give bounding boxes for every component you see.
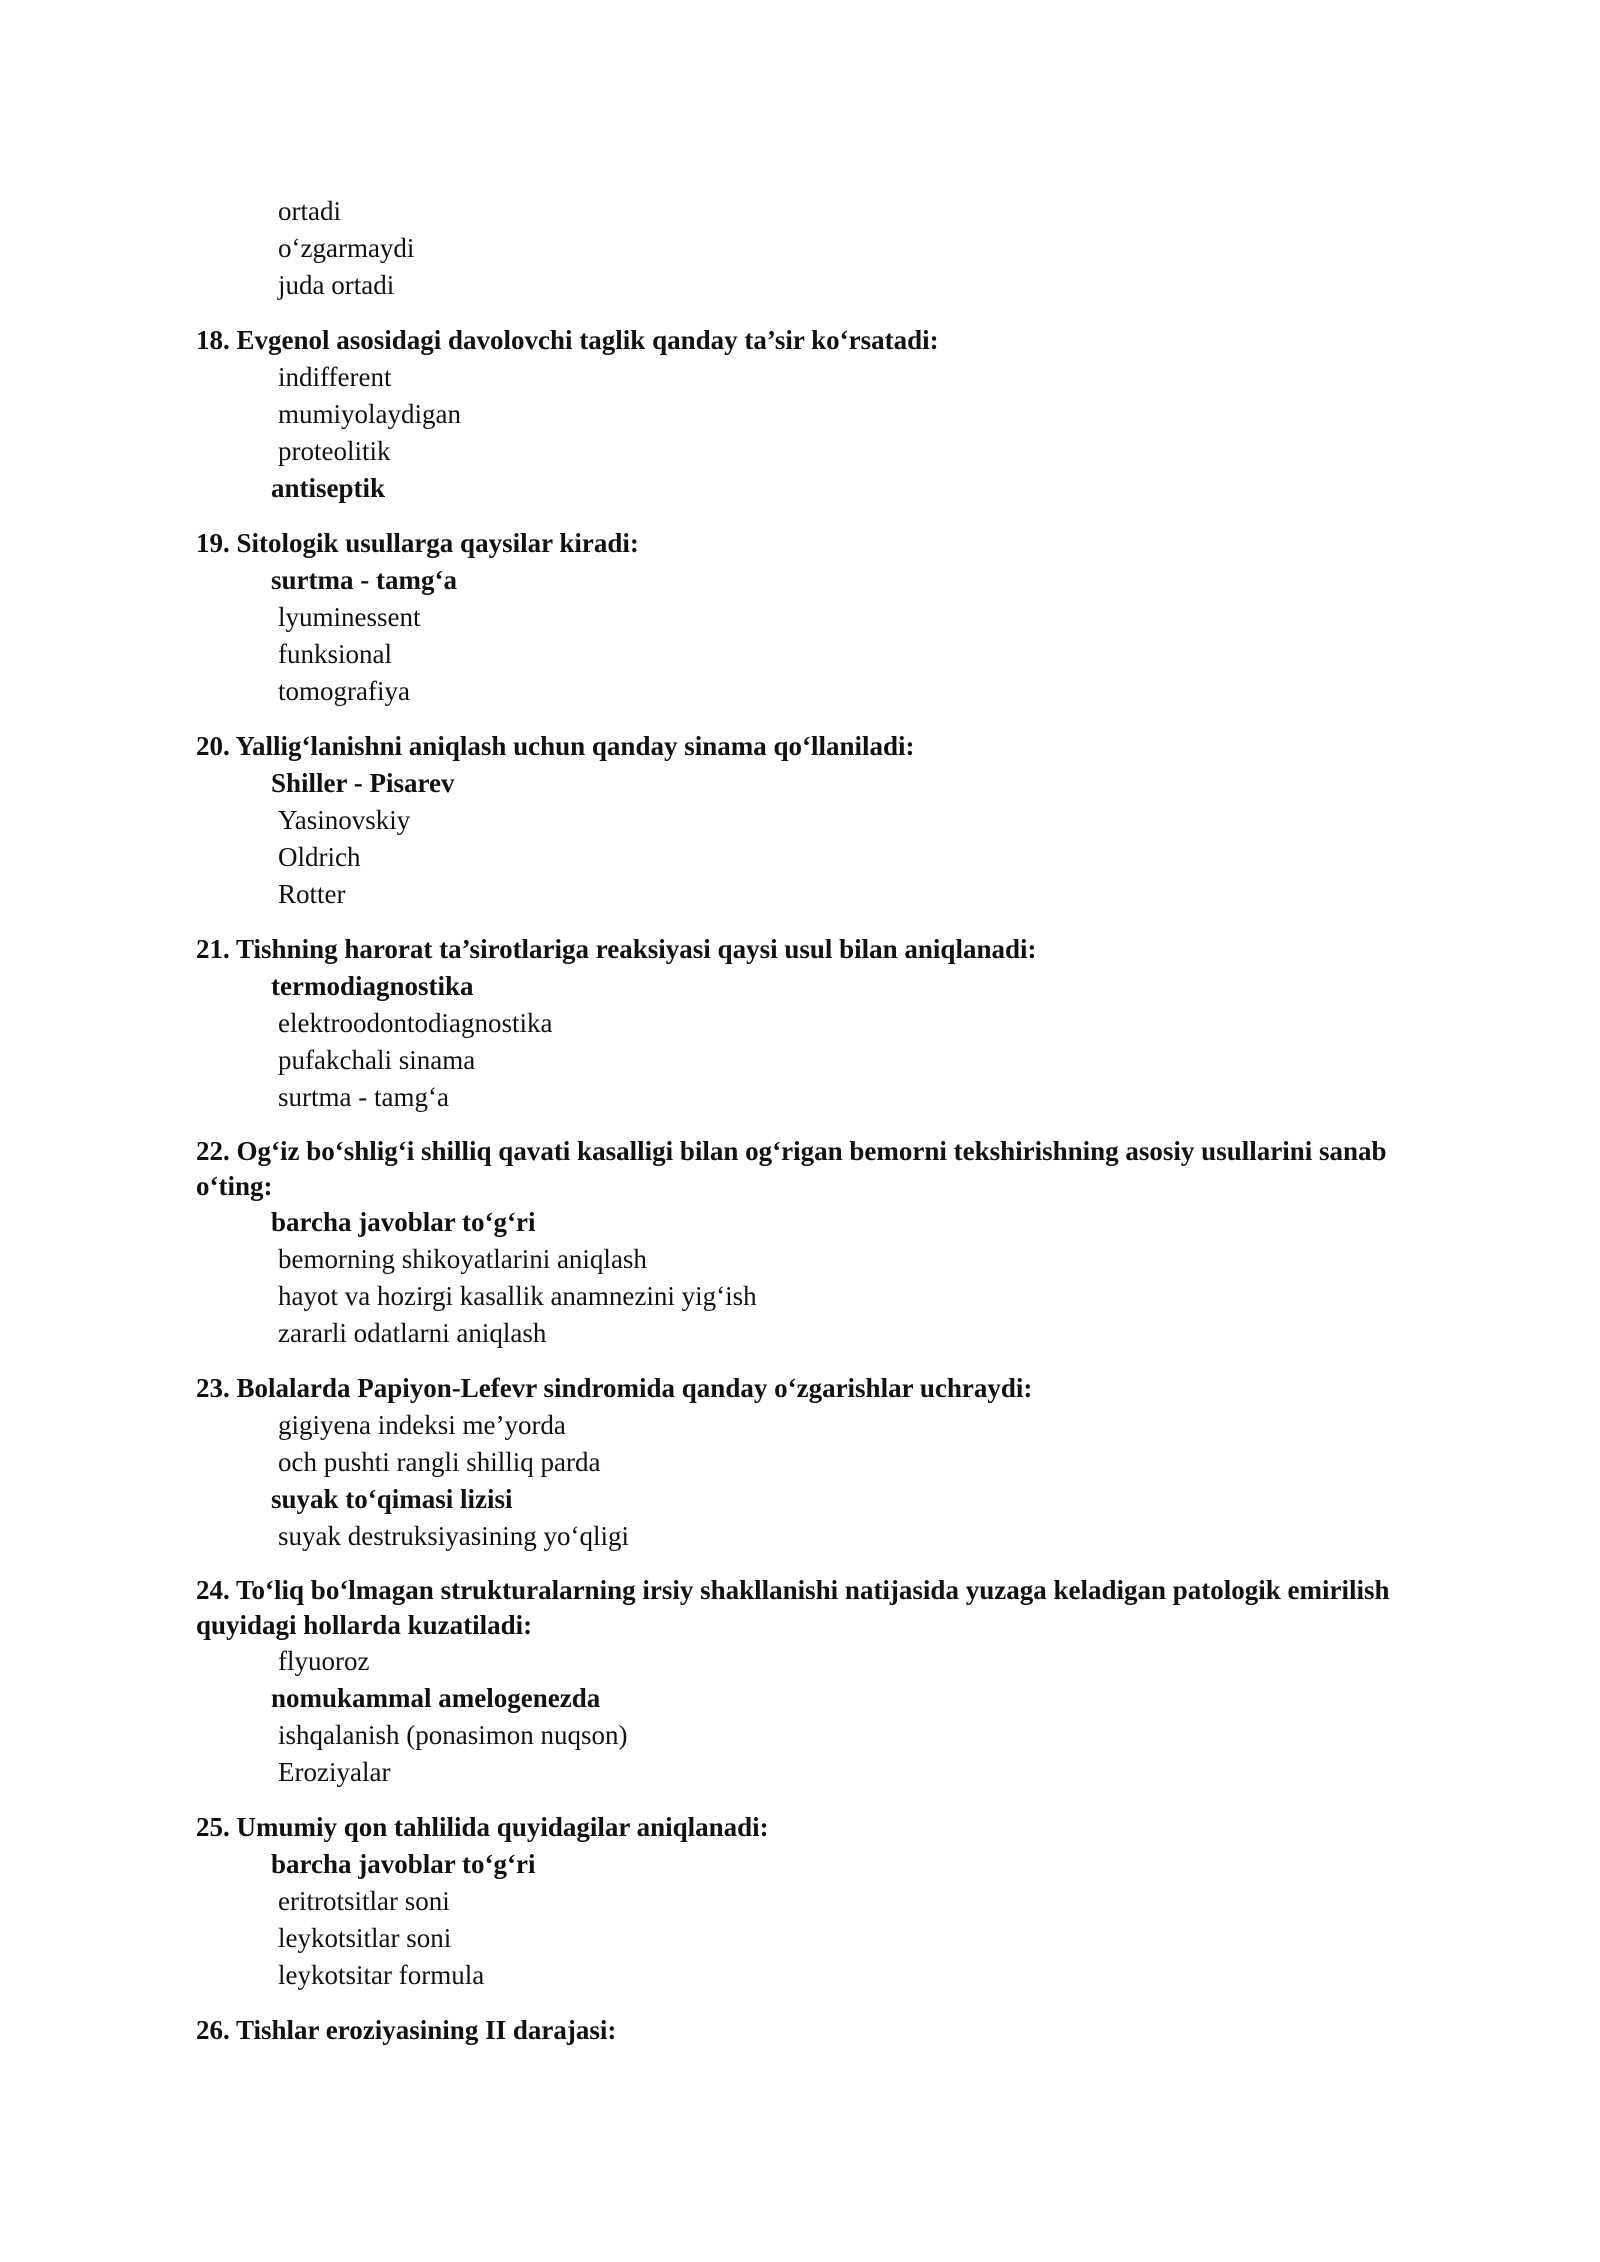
correct-answer-option: nomukammal amelogenezda [271, 1683, 601, 1713]
question-text: 25. Umumiy qon tahlilida quyidagilar aniqlanadi: [196, 1812, 769, 1842]
answer-option: pufakchali sinama [278, 1045, 476, 1075]
answer-option: gigiyena indeksi me’yorda [278, 1410, 566, 1440]
correct-answer-option: antiseptik [271, 473, 386, 503]
answer-option: leykotsitlar soni [278, 1923, 452, 1953]
question-text: 21. Tishning harorat ta’sirotlariga reaksiyasi qaysi usul bilan aniqlanadi: [196, 934, 1037, 964]
correct-answer-option: Shiller - Pisarev [271, 768, 455, 798]
answer-option: och pushti rangli shilliq parda [278, 1447, 601, 1477]
question-text: 19. Sitologik usullarga qaysilar kiradi: [196, 528, 639, 558]
answer-option: bemorning shikoyatlarini aniqlash [278, 1244, 647, 1274]
question-text: 23. Bolalarda Papiyon-Lefevr sindromida qanday o‘zgarishlar uchraydi: [196, 1373, 1033, 1403]
answer-option: Rotter [278, 879, 346, 909]
question-text: 20. Yallig‘lanishni aniqlash uchun qanday sinama qo‘llaniladi: [196, 731, 915, 761]
answer-option: proteolitik [278, 436, 391, 466]
answer-option: elektroodontodiagnostika [278, 1008, 553, 1038]
question-26 [196, 2012, 1436, 2049]
answer-option: eritrotsitlar soni [278, 1886, 450, 1916]
question-text: 22. Og‘iz bo‘shlig‘i shilliq qavati kasalligi bilan og‘rigan bemorni tekshirishning asosiy usullarini sanab o‘ting: [196, 1136, 1387, 1201]
answer-option: funksional [278, 639, 392, 669]
question-18 [196, 322, 1436, 507]
question-text: 24. To‘liq bo‘lmagan strukturalarning irsiy shakllanishi natijasida yuzaga keladigan patologik emirilish quyidagi hollarda kuzatiladi: [196, 1575, 1390, 1640]
answer-option: indifferent [278, 362, 392, 392]
answer-option: lyuminessent [278, 602, 421, 632]
answer-option: ishqalanish (ponasimon nuqson) [278, 1720, 628, 1750]
answer-option: flyuoroz [278, 1646, 370, 1676]
answer-option: o‘zgarmaydi [278, 233, 415, 263]
question-text: 18. Evgenol asosidagi davolovchi taglik qanday ta’sir ko‘rsatadi: [196, 325, 939, 355]
question-19 [196, 525, 1436, 710]
question-21 [196, 931, 1436, 1116]
question-20 [196, 728, 1436, 913]
correct-answer-option: barcha javoblar to‘g‘ri [271, 1207, 536, 1237]
answer-option: mumiyolaydigan [278, 399, 461, 429]
answer-option: Eroziyalar [278, 1757, 391, 1787]
answer-option: suyak destruksiyasining yo‘qligi [278, 1521, 629, 1551]
answer-option: zararli odatlarni aniqlash [278, 1318, 547, 1348]
correct-answer-option: surtma - tamg‘a [271, 565, 457, 595]
question-23 [196, 1370, 1436, 1555]
correct-answer-option: barcha javoblar to‘g‘ri [271, 1849, 536, 1879]
leading-options [196, 193, 1436, 304]
question-25 [196, 1809, 1436, 1994]
question-list [196, 193, 1436, 2049]
answer-option: Oldrich [278, 842, 361, 872]
correct-answer-option: termodiagnostika [271, 971, 474, 1001]
answer-option: leykotsitar formula [278, 1960, 485, 1990]
answer-option: ortadi [278, 196, 341, 226]
answer-option: juda ortadi [278, 270, 395, 300]
answer-option: tomografiya [278, 676, 410, 706]
correct-answer-option: suyak to‘qimasi lizisi [271, 1484, 513, 1514]
answer-option: Yasinovskiy [278, 805, 411, 835]
answer-option: surtma - tamg‘a [278, 1082, 449, 1112]
question-text: 26. Tishlar eroziyasining II darajasi: [196, 2015, 617, 2045]
question-24 [196, 1573, 1436, 1791]
answer-option: hayot va hozirgi kasallik anamnezini yig‘ish [278, 1281, 757, 1311]
question-22 [196, 1134, 1436, 1352]
